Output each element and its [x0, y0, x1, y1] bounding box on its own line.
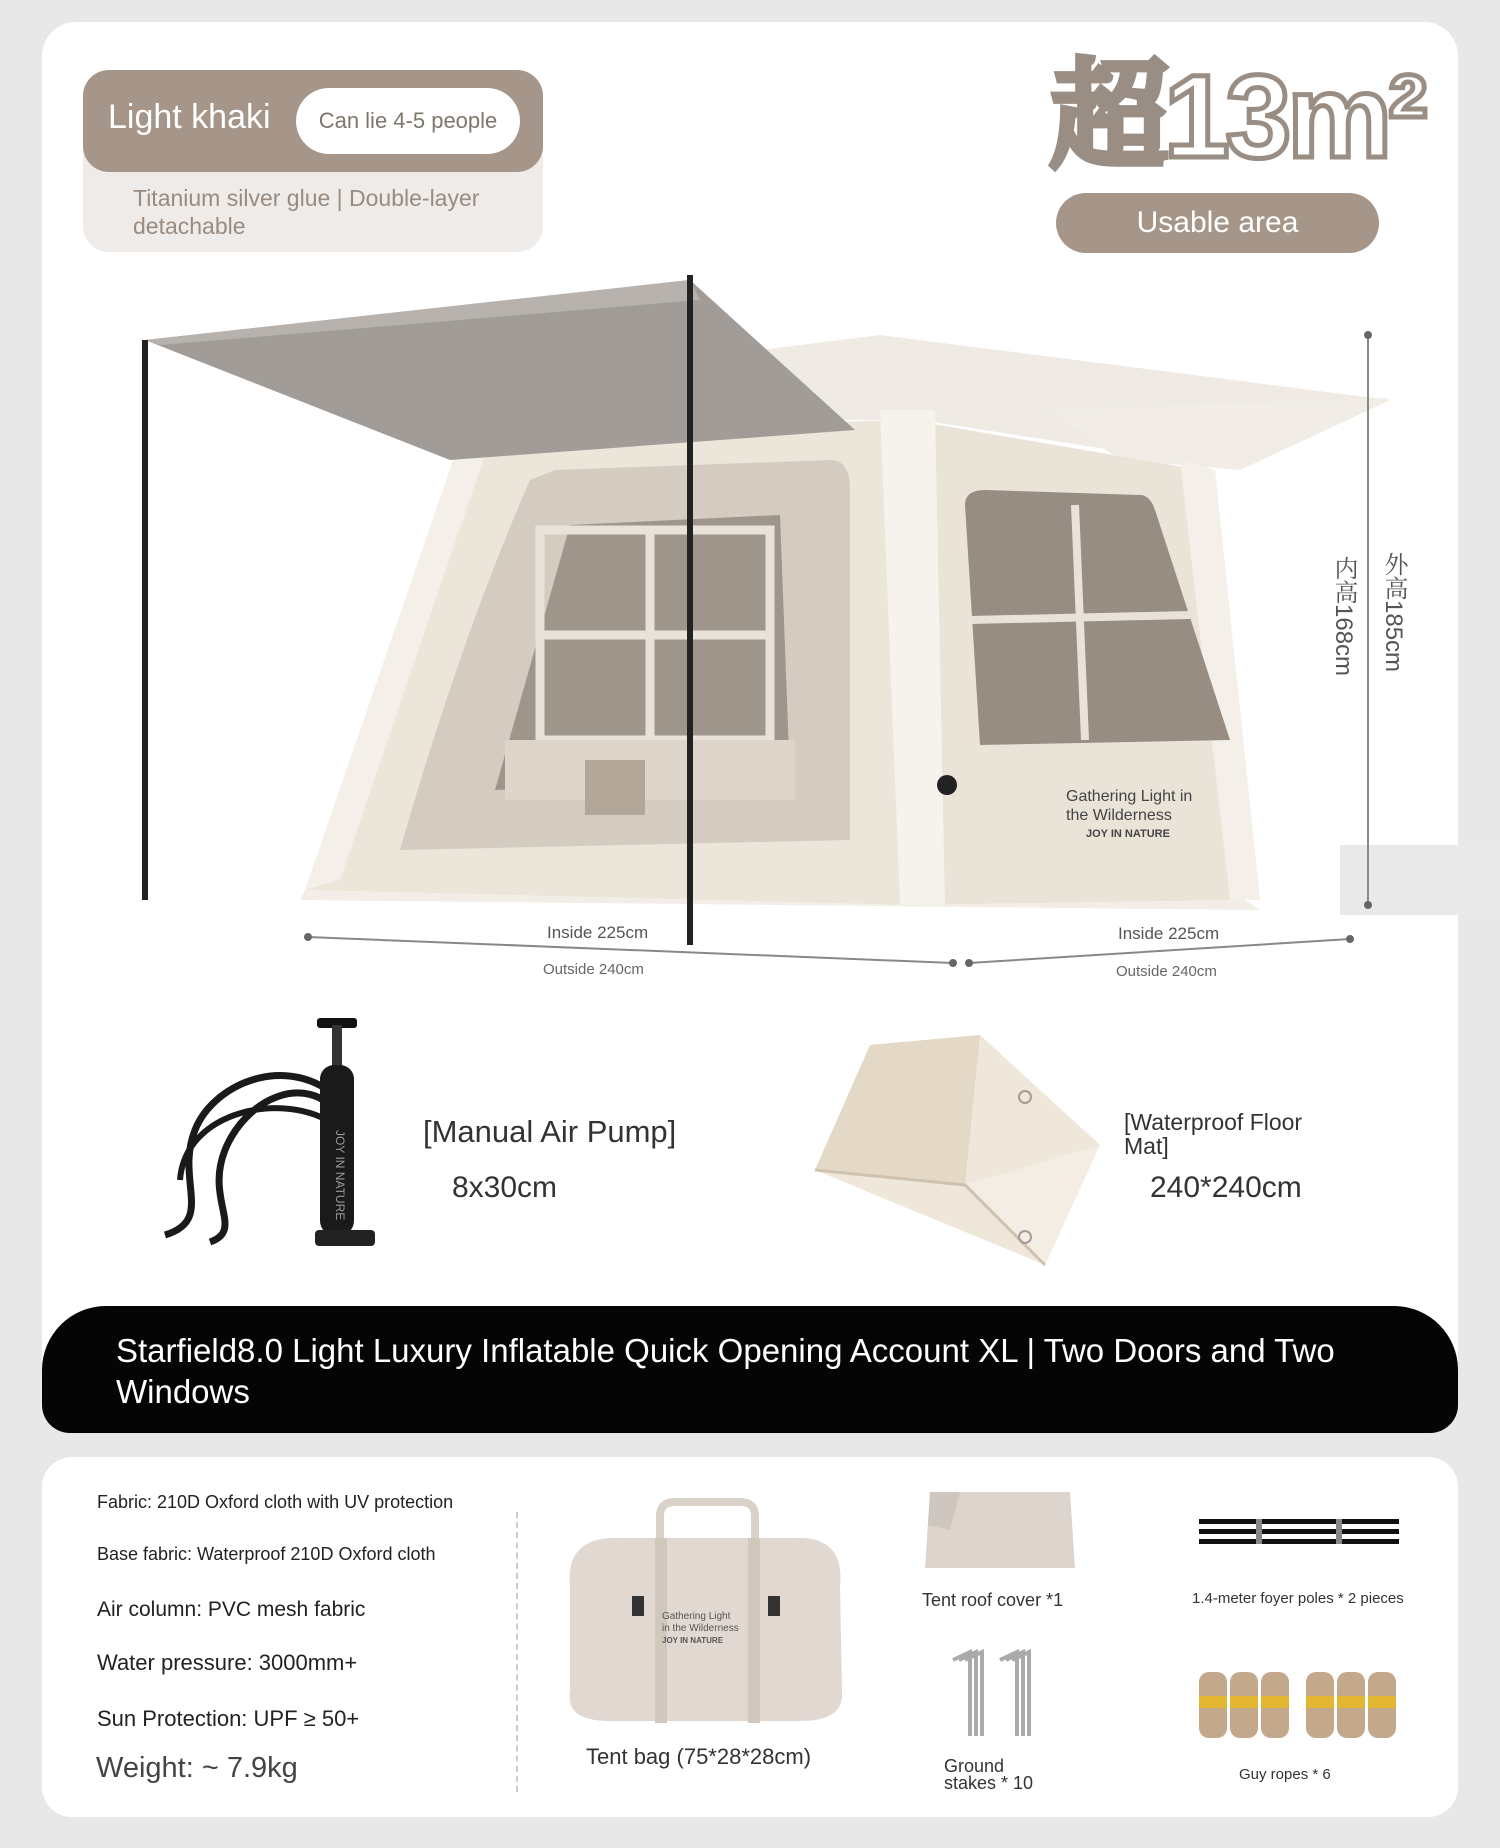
tent-branding-line1: Gathering Light in — [1066, 788, 1193, 805]
spec-weight: Weight: ~ 7.9kg — [96, 1752, 298, 1784]
area-value: 超13m² — [1050, 51, 1424, 183]
area-label-badge: Usable area — [1056, 193, 1379, 253]
tent-bag-label: Tent bag (75*28*28cm) — [586, 1744, 812, 1769]
ground-stakes-label: Ground stakes * 10 — [944, 1756, 1034, 1793]
capacity-badge: Can lie 4-5 people — [296, 88, 520, 154]
spec-air-column: Air column: PVC mesh fabric — [97, 1598, 366, 1621]
spec-sun-protection: Sun Protection: UPF ≥ 50+ — [97, 1706, 360, 1731]
pump-title: [Manual Air Pump] — [423, 1114, 677, 1149]
color-name: Light khaki — [108, 98, 271, 136]
left-outside-label: Outside 240cm — [543, 961, 644, 978]
guy-ropes-label: Guy ropes * 6 — [1239, 1766, 1331, 1783]
foyer-poles-label: 1.4-meter foyer poles * 2 pieces — [1192, 1590, 1404, 1607]
bag-print-line1: Gathering Light — [662, 1611, 731, 1622]
spec-fabric: Fabric: 210D Oxford cloth with UV protection — [97, 1492, 454, 1512]
ground-stakes-image — [945, 1648, 1045, 1740]
foyer-poles-image — [1196, 1516, 1406, 1552]
svg-text:JOY IN NATURE: JOY IN NATURE — [333, 1130, 347, 1221]
guy-ropes-image — [1196, 1668, 1406, 1742]
fabric-description: Titanium silver glue | Double-layer detachable — [133, 185, 480, 239]
tent-branding-brand: JOY IN NATURE — [1086, 828, 1170, 840]
right-outside-label: Outside 240cm — [1116, 963, 1217, 980]
bag-print-line2: in the Wilderness — [662, 1623, 739, 1634]
mat-title: [Waterproof Floor Mat] — [1124, 1109, 1303, 1160]
spec-water-pressure: Water pressure: 3000mm+ — [97, 1650, 358, 1675]
tent-branding — [1066, 787, 1192, 844]
floor-mat-image — [800, 1035, 1120, 1270]
pump-size: 8x30cm — [452, 1171, 558, 1204]
left-inside-label: Inside 225cm — [547, 923, 649, 942]
spec-base-fabric: Base fabric: Waterproof 210D Oxford cloth — [97, 1544, 436, 1564]
right-inside-label: Inside 225cm — [1118, 924, 1220, 943]
bag-print — [662, 1611, 739, 1647]
air-pump-image — [135, 1010, 405, 1260]
bag-print-brand: JOY IN NATURE — [662, 1636, 724, 1645]
roof-cover-image — [920, 1490, 1080, 1572]
specs-divider — [516, 1512, 518, 1792]
product-title: Starfield8.0 Light Luxury Inflatable Quick Opening Account XL | Two Doors and Two Windows — [116, 1332, 1335, 1410]
inner-height-label: 内高168cm — [1330, 556, 1357, 677]
outer-height-label: 外高185cm — [1380, 552, 1407, 673]
tent-branding-line2: the Wilderness — [1066, 807, 1172, 824]
roof-cover-label: Tent roof cover *1 — [922, 1590, 1064, 1610]
mat-size: 240*240cm — [1150, 1171, 1302, 1204]
